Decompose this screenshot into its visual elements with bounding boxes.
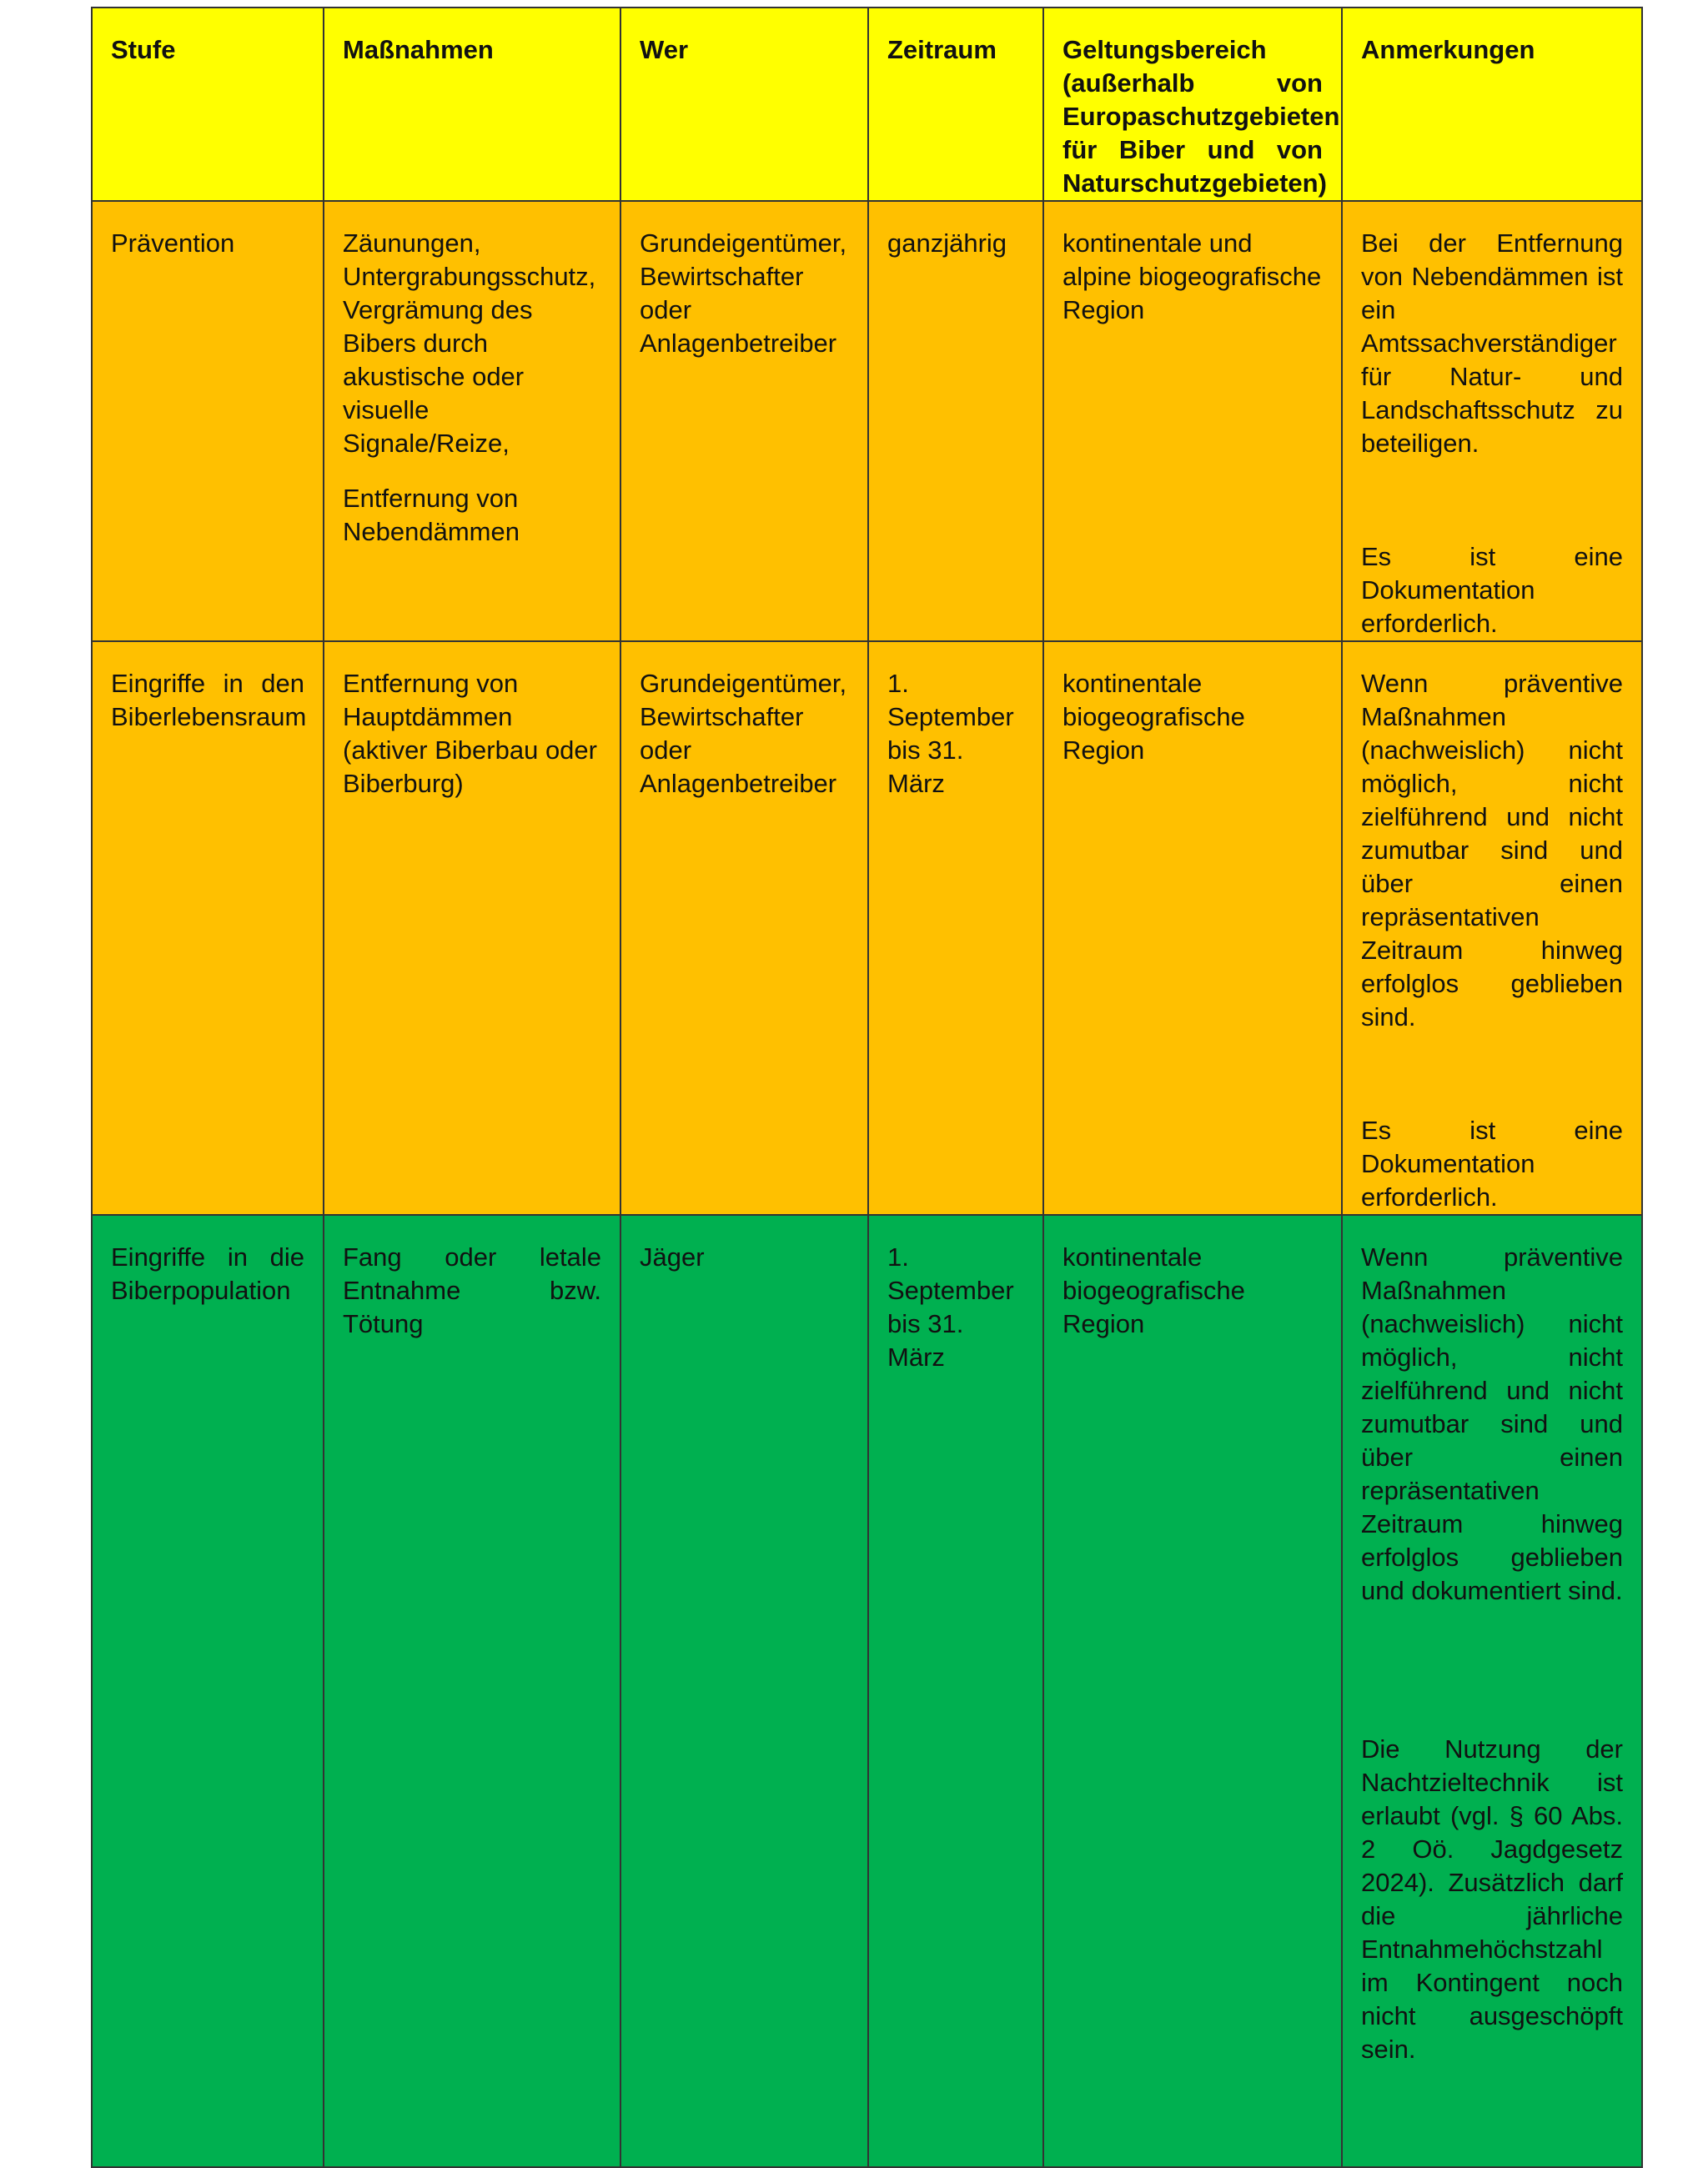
- cell-massnahmen: [324, 641, 620, 1215]
- header-zeitraum: Zeitraum: [868, 8, 1043, 201]
- header-stufe: Stufe: [92, 8, 324, 201]
- anmerkung-text: Es ist eine Dokumentation erforderlich.: [1361, 542, 1623, 638]
- cell-anmerkungen: [1342, 201, 1642, 641]
- cell-zeitraum: 1. September bis 31. März: [868, 1215, 1043, 2167]
- cell-anmerkungen: [1342, 1215, 1642, 2167]
- anmerkung-text: Die Nutzung der Nachtzieltechnik ist erlaubt (vgl. § 60 Abs. 2 Oö. Jagdgesetz 2024). Zusätzlich darf die jährliche Entnahmehöchstzahl im Kontingent noch nicht ausgeschöpft sein.: [1361, 1734, 1623, 2064]
- anmerkung-text: Bei der Entfernung von Nebendämmen ist ein Amtssachverständiger für Natur- und Landschaftsschutz zu beteiligen.: [1361, 228, 1623, 458]
- cell-wer: Grundeigentümer, Bewirtschafter oder Anlagenbetreiber: [620, 641, 868, 1215]
- cell-geltungsbereich: kontinentale und alpine biogeografische Region: [1043, 201, 1342, 641]
- cell-wer: Grundeigentümer, Bewirtschafter oder Anlagenbetreiber: [620, 201, 868, 641]
- cell-stufe: Prävention: [92, 201, 324, 641]
- anmerkung-text: Wenn präventive Maßnahmen (nachweislich) nicht möglich, nicht zielführend und nicht zumutbar sind und über einen repräsentativen Zeitraum hinweg erfolglos geblieben sind.: [1361, 669, 1623, 1031]
- cell-massnahmen: [324, 1215, 620, 2167]
- anmerkung-text: Es ist eine Dokumentation erforderlich.: [1361, 1116, 1623, 1212]
- cell-zeitraum: ganzjährig: [868, 201, 1043, 641]
- cell-geltungsbereich: kontinentale biogeografische Region: [1043, 641, 1342, 1215]
- header-geltungsbereich: Geltungsbereich (außerhalb von Europaschutzgebieten für Biber und von Naturschutzgebieten): [1043, 8, 1342, 201]
- cell-stufe: Eingriffe in die Biberpopulation: [92, 1215, 324, 2167]
- massnahmen-text: Zäunungen, Untergrabungsschutz, Vergrämung des Bibers durch akustische oder visuelle Signale/Reize,: [343, 228, 596, 458]
- table-header-row: [92, 8, 1642, 201]
- table-row: [92, 201, 1642, 641]
- cell-massnahmen: [324, 201, 620, 641]
- cell-geltungsbereich: kontinentale biogeografische Region: [1043, 1215, 1342, 2167]
- cell-stufe: Eingriffe in den Biberlebensraum: [92, 641, 324, 1215]
- massnahmen-text: Entfernung von Hauptdämmen (aktiver Biberbau oder Biberburg): [343, 669, 597, 798]
- header-anmerkungen: Anmerkungen: [1342, 8, 1642, 201]
- table-row: [92, 641, 1642, 1215]
- cell-anmerkungen: [1342, 641, 1642, 1215]
- cell-zeitraum: 1. September bis 31. März: [868, 641, 1043, 1215]
- beaver-measures-table: [91, 7, 1643, 2168]
- anmerkung-text: Wenn präventive Maßnahmen (nachweislich) nicht möglich, nicht zielführend und nicht zumutbar sind und über einen repräsentativen Zeitraum hinweg erfolglos geblieben und dokumentiert sind.: [1361, 1242, 1623, 1605]
- header-wer: Wer: [620, 8, 868, 201]
- massnahmen-text: Entfernung von Nebendämmen: [343, 484, 520, 546]
- massnahmen-text: Fang oder letale Entnahme bzw. Tötung: [343, 1242, 601, 1338]
- table-row: [92, 1215, 1642, 2167]
- cell-wer: Jäger: [620, 1215, 868, 2167]
- header-massnahmen: Maßnahmen: [324, 8, 620, 201]
